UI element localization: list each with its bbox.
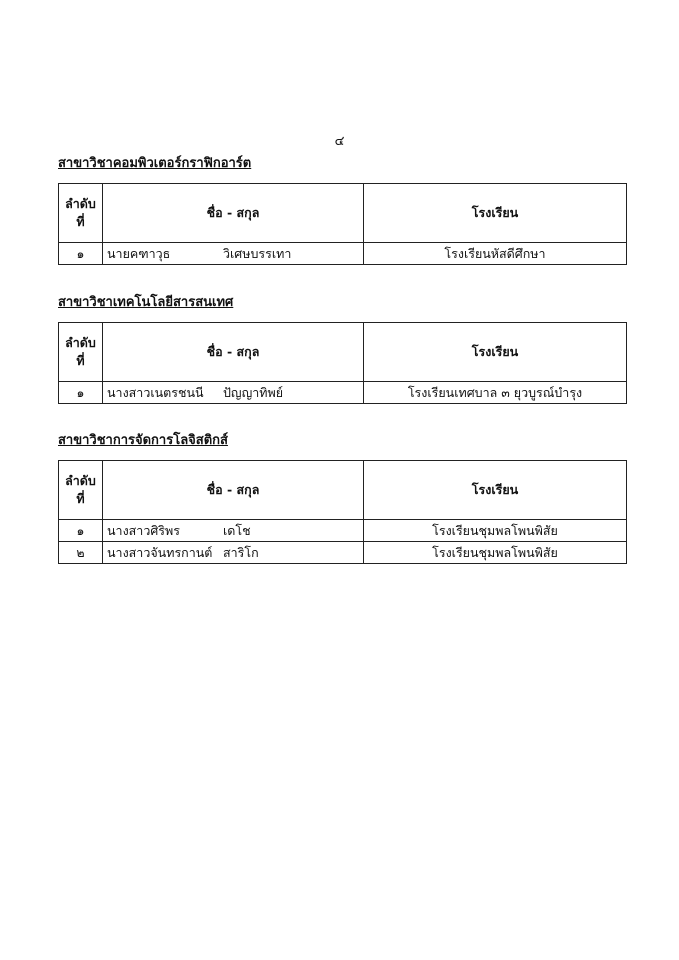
row-name bbox=[103, 542, 364, 564]
header-order-line2: ที่ bbox=[76, 491, 85, 506]
table-row bbox=[59, 542, 627, 564]
header-order bbox=[59, 323, 103, 382]
row-order: ๒ bbox=[59, 542, 103, 564]
table-row bbox=[59, 243, 627, 265]
header-order bbox=[59, 184, 103, 243]
header-school: โรงเรียน bbox=[364, 323, 627, 382]
section-table-information-technology bbox=[58, 322, 627, 404]
table-row bbox=[59, 520, 627, 542]
header-order-line1: ลำดับ bbox=[65, 196, 96, 211]
row-first-name: นางสาวเนตรชนนี bbox=[107, 384, 204, 400]
row-last-name: ปัญญาทิพย์ bbox=[223, 384, 284, 400]
header-order-line1: ลำดับ bbox=[65, 473, 96, 488]
page-number: ๔ bbox=[334, 134, 345, 149]
header-order bbox=[59, 461, 103, 520]
row-school: โรงเรียนหัสดีศึกษา bbox=[364, 243, 627, 265]
row-order: ๑ bbox=[59, 382, 103, 404]
header-order-line2: ที่ bbox=[76, 353, 85, 368]
header-name: ชื่อ - สกุล bbox=[103, 323, 364, 382]
row-name bbox=[103, 382, 364, 404]
section-table-computer-graphic-art bbox=[58, 183, 627, 265]
header-name: ชื่อ - สกุล bbox=[103, 184, 364, 243]
header-order-line2: ที่ bbox=[76, 214, 85, 229]
table-row bbox=[59, 382, 627, 404]
row-last-name: สาริโก bbox=[223, 544, 259, 560]
row-first-name: นายคฑาวุธ bbox=[107, 245, 171, 261]
row-first-name: นางสาวจันทรกานต์ bbox=[107, 544, 213, 560]
header-school: โรงเรียน bbox=[364, 461, 627, 520]
section-table-logistics-management bbox=[58, 460, 627, 564]
header-order-line1: ลำดับ bbox=[65, 335, 96, 350]
row-school: โรงเรียนชุมพลโพนพิสัย bbox=[364, 542, 627, 564]
section-title-information-technology: สาขาวิชาเทคโนโลยีสารสนเทศ bbox=[58, 295, 234, 310]
header-school: โรงเรียน bbox=[364, 184, 627, 243]
row-last-name: เดโช bbox=[223, 522, 251, 538]
section-title-computer-graphic-art: สาขาวิชาคอมพิวเตอร์กราฟิกอาร์ต bbox=[58, 156, 252, 171]
row-school: โรงเรียนชุมพลโพนพิสัย bbox=[364, 520, 627, 542]
row-school: โรงเรียนเทศบาล ๓ ยุวบูรณ์บำรุง bbox=[364, 382, 627, 404]
row-last-name: วิเศษบรรเทา bbox=[223, 245, 292, 261]
row-name bbox=[103, 520, 364, 542]
row-name bbox=[103, 243, 364, 265]
table-header-row bbox=[59, 323, 627, 382]
table-header-row bbox=[59, 184, 627, 243]
row-order: ๑ bbox=[59, 243, 103, 265]
row-first-name: นางสาวศิริพร bbox=[107, 522, 180, 538]
section-title-logistics-management: สาขาวิชาการจัดการโลจิสติกส์ bbox=[58, 433, 228, 448]
header-name: ชื่อ - สกุล bbox=[103, 461, 364, 520]
row-order: ๑ bbox=[59, 520, 103, 542]
table-header-row bbox=[59, 461, 627, 520]
